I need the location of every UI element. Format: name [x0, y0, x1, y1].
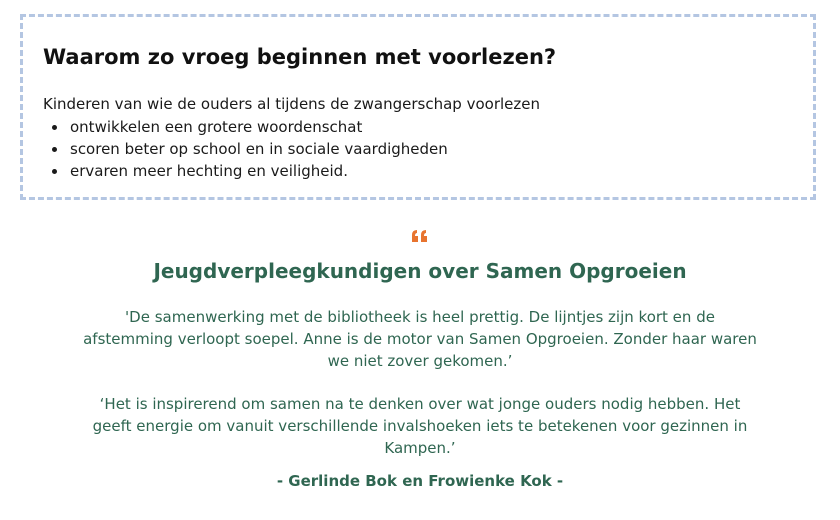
list-item — [43, 160, 448, 182]
testimonial-author: - Gerlinde Bok en Frowienke Kok - — [276, 472, 564, 490]
info-box — [20, 14, 816, 200]
testimonial-quote: ‘Het is inspirerend om samen na te denken over wat jonge ouders nodig hebben. Het geeft energie om vanuit verschillende invalshoeken iets te betekenen voor gezinnen in Kampen.’ — [92, 395, 748, 457]
bullet-icon — [52, 125, 57, 130]
bullet-icon — [52, 169, 57, 174]
info-box-title: Waarom zo vroeg beginnen met voorlezen? — [43, 45, 557, 69]
list-item — [43, 138, 448, 160]
list-item — [43, 116, 448, 138]
info-box-list — [43, 116, 448, 182]
list-item-text: scoren beter op school en in sociale vaardigheden — [70, 140, 448, 158]
bullet-icon — [52, 147, 57, 152]
testimonial-quote: 'De samenwerking met de bibliotheek is heel prettig. De lijntjes zijn kort en de afstemming verloopt soepel. Anne is de motor van Samen Opgroeien. Zonder haar waren we niet zover gekomen.’ — [83, 308, 757, 370]
list-item-text: ontwikkelen een grotere woordenschat — [70, 118, 363, 136]
testimonial-heading: Jeugdverpleegkundigen over Samen Opgroeien — [153, 259, 687, 283]
info-box-intro: Kinderen van wie de ouders al tijdens de zwangerschap voorlezen — [43, 95, 540, 113]
list-item-text: ervaren meer hechting en veiligheid. — [70, 162, 348, 180]
quote-icon — [410, 228, 430, 248]
